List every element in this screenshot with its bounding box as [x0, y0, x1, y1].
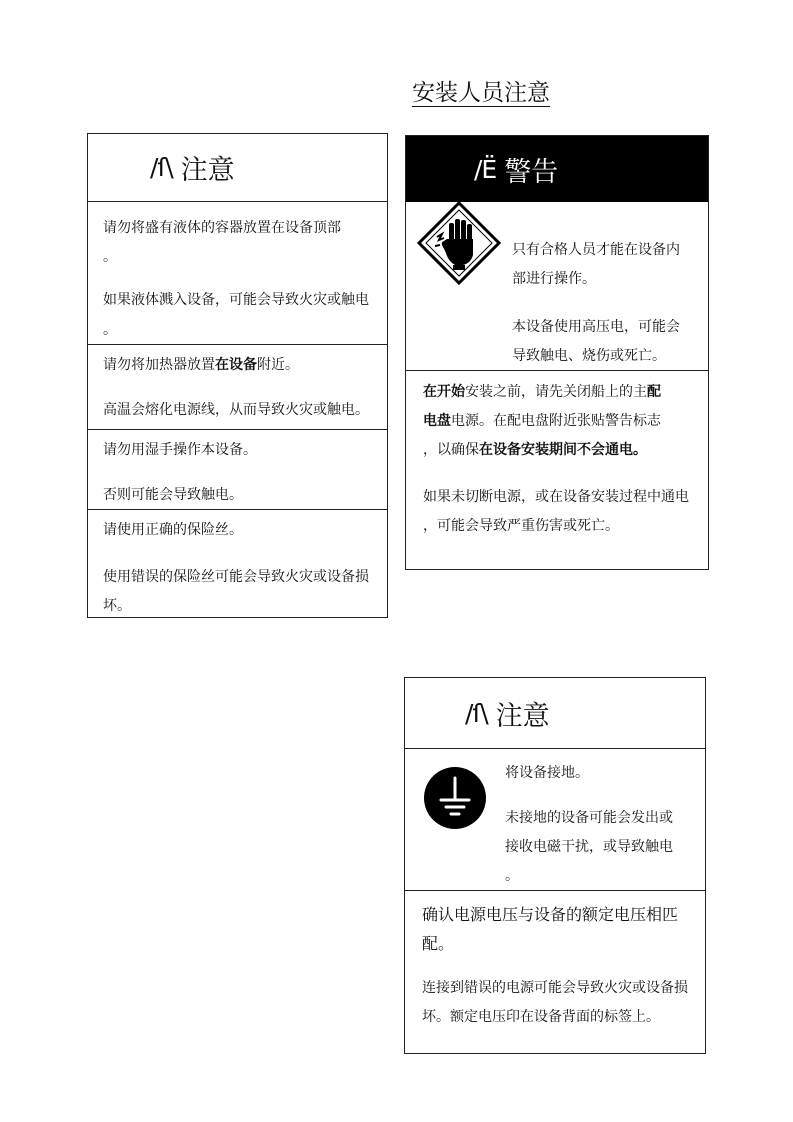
caution-box-bottom [404, 677, 706, 1054]
section-text: 如果未切断电源，或在设备安装过程中通电 [423, 489, 689, 505]
caution-mark-icon: /ſ\ [150, 153, 173, 182]
section-text: 只有合格人员才能在设备内 [512, 242, 680, 258]
section-text: 本设备使用高压电，可能会 [512, 319, 680, 335]
warning-title: 警告 [504, 156, 559, 188]
warning-section-qualified [406, 202, 708, 370]
caution-section-liquid [88, 202, 387, 344]
caution-mark-icon: /ſ\ [465, 698, 488, 728]
section-text: 将设备接地。 [505, 765, 589, 781]
section-text: 配。 [422, 934, 455, 953]
caution-section-wet-hands [88, 429, 387, 509]
caution-section-ground [405, 749, 705, 890]
section-text: 请使用正确的保险丝。 [103, 522, 243, 538]
caution-title: 注意 [495, 700, 550, 732]
section-text: 接收电磁干扰，或导致触电 [505, 839, 673, 855]
caution-header [88, 134, 387, 202]
section-text: 高温会熔化电源线，从而导致火灾或触电。 [103, 402, 369, 418]
caution-box-left [87, 133, 388, 618]
section-text: 电盘电源。在配电盘附近张贴警告标志 [423, 413, 661, 429]
section-text: 确认电源电压与设备的额定电压相匹 [422, 905, 679, 924]
caution-section-fuse [88, 509, 387, 617]
section-text: 否则可能会导致触电。 [103, 487, 243, 503]
caution-section-voltage [405, 890, 705, 1053]
warning-mark-icon: /Ë [474, 154, 497, 184]
caution-title: 注意 [180, 155, 235, 186]
section-text: 使用错误的保险丝可能会导致火灾或设备损 [103, 569, 369, 585]
section-text: 坏。 [103, 598, 131, 614]
section-text: 。 [103, 322, 117, 338]
electric-shock-hand-icon [415, 199, 503, 287]
section-text: 。 [505, 868, 519, 884]
page-title: 安装人员注意 [412, 80, 550, 106]
section-text: ，可能会导致严重伤害或死亡。 [423, 518, 619, 534]
warning-header [406, 136, 708, 202]
warning-section-power-off [406, 370, 708, 569]
section-text: 连接到错误的电源可能会导致火灾或设备损 [422, 980, 688, 996]
section-text: ，以确保在设备安装期间不会通电。 [423, 442, 647, 458]
section-text: 请勿将盛有液体的容器放置在设备顶部 [103, 220, 341, 236]
section-text: 未接地的设备可能会发出或 [505, 810, 673, 826]
section-text: 请勿将加热器放置在设备附近。 [103, 357, 299, 373]
section-text: 坏。额定电压印在设备背面的标签上。 [422, 1009, 660, 1025]
section-text: 部进行操作。 [512, 271, 596, 287]
warning-box [405, 135, 709, 570]
section-text: 如果液体溅入设备，可能会导致火灾或触电 [103, 292, 369, 308]
section-text: 请勿用湿手操作本设备。 [103, 442, 257, 458]
ground-symbol-icon [423, 766, 487, 830]
section-text: 。 [103, 249, 117, 265]
section-text: 导致触电、烧伤或死亡。 [512, 348, 666, 364]
caution-header [405, 678, 705, 749]
caution-section-heater [88, 344, 387, 429]
section-text: 在开始安装之前，请先关闭船上的主配 [423, 384, 661, 400]
